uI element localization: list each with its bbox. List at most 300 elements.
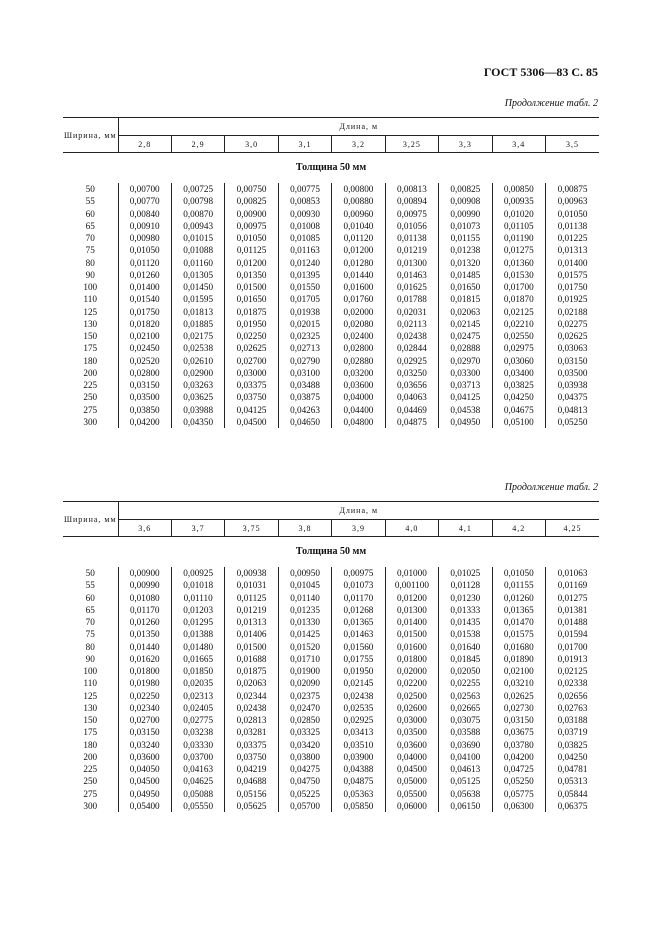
table-row [63,183,599,195]
volume-cell: 0,01170 [118,604,171,616]
volume-cell: 0,01031 [225,579,278,591]
table-row [63,690,599,702]
volume-cell: 0,00900 [225,208,278,220]
volume-cell: 0,01950 [225,318,278,330]
volume-cell: 0,05844 [546,788,600,800]
volume-cell: 0,02925 [332,714,385,726]
volume-cell: 0,00925 [171,567,224,579]
length-value: 3,3 [439,136,492,153]
table-row [63,726,599,738]
volume-cell: 0,03875 [278,391,331,403]
length-value: 3,1 [278,136,331,153]
volume-cell: 0,02175 [171,330,224,342]
volume-cell: 0,03780 [492,739,545,751]
volume-cell: 0,01620 [118,653,171,665]
volume-cell: 0,05625 [225,800,278,812]
volume-cell: 0,00960 [332,208,385,220]
volume-cell: 0,04500 [118,775,171,787]
volume-cell: 0,01980 [118,677,171,689]
volume-cell: 0,04350 [171,416,224,428]
volume-cell: 0,01000 [385,567,438,579]
volume-cell: 0,03060 [492,355,545,367]
volume-cell: 0,01105 [492,220,545,232]
width-cell: 65 [85,604,95,615]
volume-cell: 0,01700 [492,281,545,293]
volume-cell: 0,01350 [225,269,278,281]
volume-cell: 0,05225 [278,788,331,800]
volume-cell: 0,03700 [171,751,224,763]
volume-cell: 0,02800 [332,342,385,354]
volume-cell: 0,01595 [171,293,224,305]
volume-cell: 0,02625 [546,330,600,342]
length-header: Длина, м [118,118,599,136]
volume-cell: 0,01018 [171,579,224,591]
volume-cell: 0,01560 [332,641,385,653]
width-cell: 110 [83,294,97,305]
volume-cell: 0,02800 [118,367,171,379]
volume-cell: 0,01080 [118,592,171,604]
volume-cell: 0,00975 [332,567,385,579]
volume-cell: 0,01365 [492,604,545,616]
width-cell: 90 [85,653,95,664]
volume-cell: 0,02125 [492,306,545,318]
volume-cell: 0,01020 [492,208,545,220]
volume-cell: 0,01400 [546,257,600,269]
volume-cell: 0,02188 [546,306,600,318]
volume-cell: 0,05500 [385,788,438,800]
volume-cell: 0,01950 [332,665,385,677]
volume-cell: 0,01435 [439,616,492,628]
volume-cell: 0,01050 [118,244,171,256]
length-value: 3,7 [171,520,224,537]
volume-cell: 0,03188 [546,714,600,726]
volume-cell: 0,03150 [118,726,171,738]
volume-cell: 0,01750 [546,281,600,293]
table-row [63,751,599,763]
table-row [63,244,599,256]
volume-cell: 0,02080 [332,318,385,330]
table-row [63,220,599,232]
volume-cell: 0,04200 [118,416,171,428]
volume-cell: 0,03690 [439,739,492,751]
width-cell: 300 [83,800,98,811]
volume-cell: 0,00800 [332,183,385,195]
volume-cell: 0,01190 [492,232,545,244]
volume-cell: 0,03719 [546,726,600,738]
volume-cell: 0,01813 [171,306,224,318]
length-value: 4,1 [439,520,492,537]
volume-cell: 0,01406 [225,628,278,640]
table-row [63,592,599,604]
table-row [63,604,599,616]
volume-cell: 0,01388 [171,628,224,640]
width-header: Ширина, мм [63,118,118,153]
volume-cell: 0,01594 [546,628,600,640]
volume-cell: 0,01200 [385,592,438,604]
length-value: 3,6 [118,520,171,537]
volume-cell: 0,01040 [332,220,385,232]
volume-cell: 0,03375 [225,379,278,391]
length-value: 3,8 [278,520,331,537]
volume-cell: 0,01045 [278,579,331,591]
volume-cell: 0,001100 [385,579,438,591]
volume-cell: 0,04875 [385,416,438,428]
length-value: 3,5 [546,136,600,153]
volume-cell: 0,05550 [171,800,224,812]
volume-cell: 0,00990 [439,208,492,220]
volume-cell: 0,00938 [225,567,278,579]
volume-cell: 0,03850 [118,404,171,416]
volume-cell: 0,04250 [546,751,600,763]
width-cell: 55 [85,196,95,207]
volume-cell: 0,01890 [492,653,545,665]
volume-cell: 0,01260 [118,269,171,281]
volume-cell: 0,01225 [546,232,600,244]
volume-cell: 0,00775 [278,183,331,195]
continuation-label-2: Продолжение табл. 2 [504,482,598,493]
width-cell: 80 [85,641,95,652]
table-row [63,775,599,787]
volume-cell: 0,01056 [385,220,438,232]
volume-cell: 0,03825 [546,739,600,751]
volume-cell: 0,05250 [546,416,600,428]
volume-cell: 0,02100 [118,330,171,342]
volume-cell: 0,04950 [439,416,492,428]
width-cell: 100 [83,282,98,292]
volume-cell: 0,02600 [385,702,438,714]
volume-cell: 0,01440 [118,641,171,653]
volume-cell: 0,01365 [332,616,385,628]
volume-cell: 0,02210 [492,318,545,330]
volume-cell: 0,01313 [225,616,278,628]
volume-cell: 0,01500 [225,281,278,293]
volume-cell: 0,03588 [439,726,492,738]
volume-cell: 0,04100 [439,751,492,763]
volume-cell: 0,01305 [171,269,224,281]
volume-cell: 0,01538 [439,628,492,640]
length-value: 3,2 [332,136,385,153]
volume-cell: 0,01138 [546,220,600,232]
volume-cell: 0,01015 [171,232,224,244]
length-value: 4,25 [546,520,600,537]
volume-cell: 0,01163 [278,244,331,256]
width-cell: 225 [83,380,98,390]
volume-cell: 0,01575 [492,628,545,640]
width-cell: 130 [83,702,98,713]
volume-cell: 0,02775 [171,714,224,726]
volume-cell: 0,03500 [385,726,438,738]
volume-cell: 0,02535 [332,702,385,714]
volume-cell: 0,03900 [332,751,385,763]
volume-cell: 0,04538 [439,404,492,416]
volume-cell: 0,04263 [278,404,331,416]
volume-cell: 0,02500 [385,690,438,702]
volume-cell: 0,03510 [332,739,385,751]
volume-cell: 0,05700 [278,800,331,812]
volume-cell: 0,02031 [385,306,438,318]
volume-cell: 0,01350 [118,628,171,640]
volume-cell: 0,02475 [439,330,492,342]
width-cell: 75 [85,245,95,256]
volume-cell: 0,00825 [439,183,492,195]
volume-cell: 0,01705 [278,293,331,305]
volume-cell: 0,01268 [332,604,385,616]
volume-cell: 0,04375 [546,391,600,403]
volume-cell: 0,02125 [546,665,600,677]
table-row [63,367,599,379]
volume-cell: 0,01760 [332,293,385,305]
table-row [63,800,599,812]
volume-cell: 0,03500 [546,367,600,379]
table-row [63,195,599,207]
volume-cell: 0,06300 [492,800,545,812]
volume-cell: 0,03675 [492,726,545,738]
width-cell: 90 [85,269,95,280]
volume-cell: 0,02850 [278,714,331,726]
volume-cell: 0,01200 [332,244,385,256]
width-cell: 180 [83,355,98,366]
volume-cell: 0,01088 [171,244,224,256]
volume-cell: 0,01300 [385,604,438,616]
volume-cell: 0,04613 [439,763,492,775]
volume-cell: 0,01140 [278,592,331,604]
width-cell: 70 [85,617,95,627]
volume-cell: 0,01110 [171,592,224,604]
volume-cell: 0,00870 [171,208,224,220]
volume-cell: 0,03713 [439,379,492,391]
volume-cell: 0,00853 [278,195,331,207]
volume-cell: 0,03656 [385,379,438,391]
volume-cell: 0,01275 [492,244,545,256]
volume-cell: 0,03988 [171,404,224,416]
volume-cell: 0,05000 [385,775,438,787]
volume-cell: 0,01913 [546,653,600,665]
length-value: 2,9 [171,136,224,153]
volume-cell: 0,00975 [385,208,438,220]
volume-cell: 0,01540 [118,293,171,305]
volume-cell: 0,01875 [225,665,278,677]
table-row [63,788,599,800]
volume-cell: 0,05313 [546,775,600,787]
width-cell: 60 [85,208,95,219]
volume-table-2 [63,501,599,812]
volume-cell: 0,03625 [171,391,224,403]
volume-cell: 0,04063 [385,391,438,403]
width-cell: 110 [83,678,97,689]
volume-cell: 0,01680 [492,641,545,653]
table-row [63,567,599,579]
volume-cell: 0,01125 [225,592,278,604]
volume-cell: 0,01463 [385,269,438,281]
volume-cell: 0,02700 [118,714,171,726]
length-value: 2,8 [118,136,171,153]
width-cell: 250 [83,776,98,787]
volume-cell: 0,03800 [278,751,331,763]
volume-cell: 0,02275 [546,318,600,330]
volume-cell: 0,00975 [225,220,278,232]
volume-cell: 0,02730 [492,702,545,714]
volume-cell: 0,02063 [439,306,492,318]
volume-cell: 0,03325 [278,726,331,738]
table-row [63,739,599,751]
volume-cell: 0,01600 [332,281,385,293]
volume-cell: 0,01050 [225,232,278,244]
volume-cell: 0,02063 [225,677,278,689]
volume-cell: 0,01885 [171,318,224,330]
width-cell: 200 [83,751,98,762]
width-cell: 175 [83,727,98,738]
table-row [63,293,599,305]
volume-cell: 0,02000 [332,306,385,318]
volume-cell: 0,01275 [546,592,600,604]
volume-cell: 0,02344 [225,690,278,702]
volume-cell: 0,00875 [546,183,600,195]
table-row [63,257,599,269]
volume-cell: 0,02550 [492,330,545,342]
volume-cell: 0,00950 [278,567,331,579]
volume-cell: 0,00750 [225,183,278,195]
volume-cell: 0,02888 [439,342,492,354]
table-row [63,763,599,775]
volume-cell: 0,01650 [225,293,278,305]
volume-cell: 0,05638 [439,788,492,800]
volume-cell: 0,04219 [225,763,278,775]
table-row [63,269,599,281]
volume-cell: 0,02610 [171,355,224,367]
volume-cell: 0,00825 [225,195,278,207]
table-row [63,318,599,330]
page-header: ГОСТ 5306—83 С. 85 [483,65,598,79]
table-row [63,391,599,403]
continuation-label-1: Продолжение табл. 2 [504,98,598,109]
volume-cell: 0,01120 [332,232,385,244]
volume-cell: 0,04800 [332,416,385,428]
volume-cell: 0,01313 [546,244,600,256]
volume-cell: 0,03938 [546,379,600,391]
volume-cell: 0,04813 [546,404,600,416]
volume-cell: 0,04400 [332,404,385,416]
volume-cell: 0,02090 [278,677,331,689]
volume-cell: 0,00813 [385,183,438,195]
volume-cell: 0,00700 [118,183,171,195]
volume-cell: 0,01688 [225,653,278,665]
volume-cell: 0,03210 [492,677,545,689]
table-row [63,702,599,714]
volume-cell: 0,01203 [171,604,224,616]
volume-cell: 0,01155 [492,579,545,591]
volume-cell: 0,01295 [171,616,224,628]
volume-cell: 0,01788 [385,293,438,305]
volume-cell: 0,02145 [332,677,385,689]
volume-cell: 0,01300 [385,257,438,269]
table-row [63,404,599,416]
width-header: Ширина, мм [63,502,118,537]
volume-cell: 0,02200 [385,677,438,689]
volume-cell: 0,01575 [546,269,600,281]
volume-cell: 0,03330 [171,739,224,751]
volume-cell: 0,01073 [439,220,492,232]
volume-cell: 0,02975 [492,342,545,354]
length-header: Длина, м [118,502,599,520]
volume-cell: 0,04125 [225,404,278,416]
table-row [63,641,599,653]
volume-cell: 0,01520 [278,641,331,653]
volume-cell: 0,03238 [171,726,224,738]
volume-cell: 0,04500 [225,416,278,428]
volume-cell: 0,01138 [385,232,438,244]
volume-cell: 0,02250 [118,690,171,702]
volume-cell: 0,01008 [278,220,331,232]
volume-cell: 0,00894 [385,195,438,207]
width-cell: 175 [83,343,98,354]
width-cell: 55 [85,580,95,591]
width-cell: 275 [83,788,98,799]
volume-cell: 0,01710 [278,653,331,665]
volume-cell: 0,03100 [278,367,331,379]
volume-cell: 0,00850 [492,183,545,195]
volume-cell: 0,03063 [546,342,600,354]
volume-cell: 0,02100 [492,665,545,677]
volume-cell: 0,01425 [278,628,331,640]
volume-cell: 0,01360 [492,257,545,269]
volume-cell: 0,01200 [225,257,278,269]
length-value: 4,2 [492,520,545,537]
width-cell: 50 [85,184,95,194]
volume-cell: 0,00798 [171,195,224,207]
volume-cell: 0,01219 [225,604,278,616]
volume-cell: 0,02538 [171,342,224,354]
width-cell: 65 [85,220,95,231]
volume-cell: 0,01875 [225,306,278,318]
volume-cell: 0,05400 [118,800,171,812]
volume-cell: 0,04625 [171,775,224,787]
width-cell: 125 [83,306,98,317]
volume-cell: 0,04163 [171,763,224,775]
volume-cell: 0,02844 [385,342,438,354]
volume-cell: 0,03250 [385,367,438,379]
volume-cell: 0,05088 [171,788,224,800]
volume-cell: 0,03240 [118,739,171,751]
length-values-row [63,520,599,537]
width-cell: 275 [83,404,98,415]
table-row [63,714,599,726]
volume-cell: 0,04125 [439,391,492,403]
volume-cell: 0,01600 [385,641,438,653]
volume-cell: 0,01665 [171,653,224,665]
volume-cell: 0,02325 [278,330,331,342]
volume-cell: 0,05156 [225,788,278,800]
length-value: 3,75 [225,520,278,537]
volume-cell: 0,01820 [118,318,171,330]
volume-cell: 0,01260 [118,616,171,628]
volume-cell: 0,01155 [439,232,492,244]
volume-cell: 0,02113 [385,318,438,330]
volume-cell: 0,03400 [492,367,545,379]
volume-cell: 0,01800 [385,653,438,665]
volume-cell: 0,04000 [332,391,385,403]
width-cell: 100 [83,666,98,676]
volume-cell: 0,03825 [492,379,545,391]
volume-cell: 0,01925 [546,293,600,305]
volume-cell: 0,02438 [332,690,385,702]
width-cell: 150 [83,715,98,725]
volume-cell: 0,01480 [171,641,224,653]
volume-cell: 0,01235 [278,604,331,616]
volume-cell: 0,01063 [546,567,600,579]
volume-cell: 0,01240 [278,257,331,269]
volume-cell: 0,01170 [332,592,385,604]
volume-cell: 0,01700 [546,641,600,653]
